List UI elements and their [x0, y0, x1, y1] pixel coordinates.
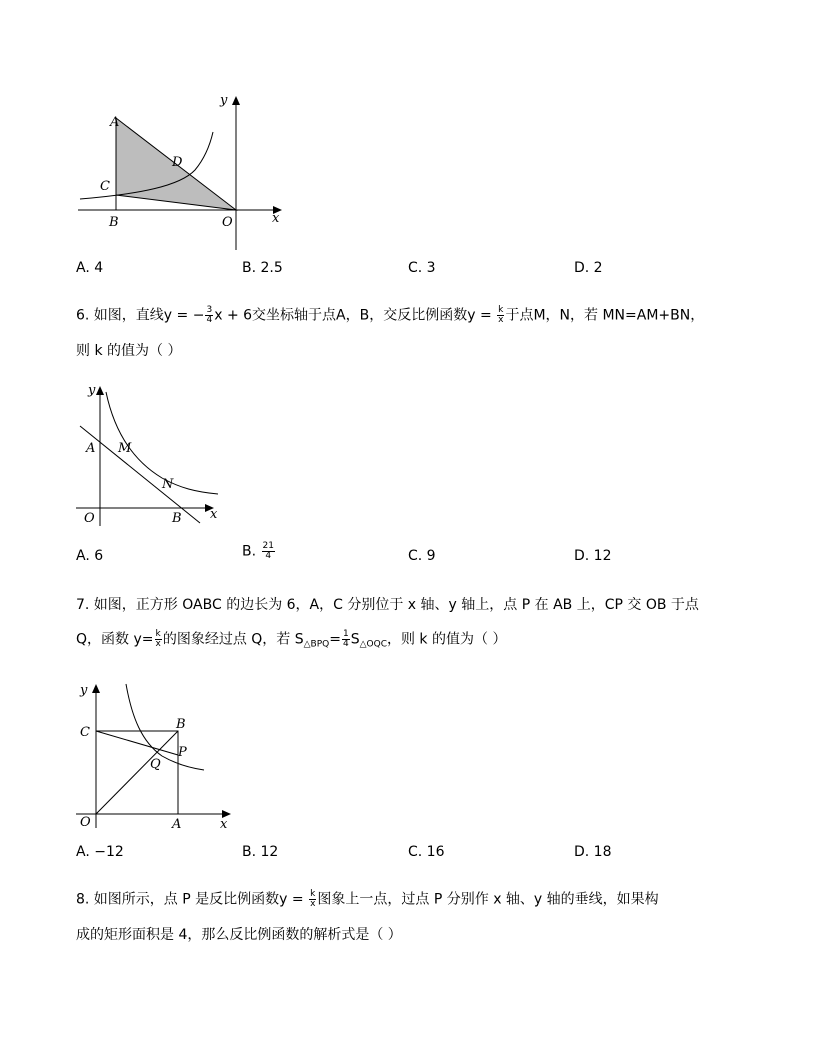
frac-num: k [310, 889, 316, 899]
frac-num: 1 [342, 629, 349, 639]
q7-stem-line1: 7. 如图，正方形 OABC 的边长为 6，A，C 分别位于 x 轴、y 轴上，点 P 在 AB 上，CP 交 OB 于点 [76, 597, 699, 613]
q8-text: 8. 如图所示，点 P 是反比例函数y = [76, 891, 309, 908]
hyperbola-curve [126, 684, 204, 770]
label-a: A [86, 441, 96, 456]
q7-option-a: A. −12 [76, 844, 124, 860]
frac-den: x [498, 315, 504, 325]
q5-option-a: A. 4 [76, 260, 104, 276]
frac-den: x [155, 639, 161, 649]
label-y: y [88, 383, 96, 398]
q6-text: 于点M，N，若 MN=AM+BN， [505, 307, 705, 324]
frac-den: 4 [265, 551, 272, 561]
q6-stem-line2: 则 k 的值为（ ） [76, 343, 182, 359]
q6-text: x + 6交坐标轴于点A，B，交反比例函数y = [214, 307, 497, 324]
q7-text: = [329, 631, 341, 648]
label-a: A [110, 115, 120, 130]
q7-fraction-quarter [342, 630, 350, 649]
label-b: B [109, 215, 119, 230]
q5-figure [70, 90, 290, 250]
q7-fraction-k [155, 630, 162, 649]
label-d: D [172, 155, 183, 170]
label-o: O [222, 215, 233, 230]
q7-subscript: △BPQ [303, 639, 330, 650]
label-o: O [80, 815, 91, 830]
q7-option-d: D. 18 [574, 844, 612, 860]
label-b: B [176, 717, 186, 732]
q6-fraction-k [497, 306, 504, 325]
y-axis-arrow-icon [92, 684, 100, 693]
q8-stem-line1 [76, 890, 659, 909]
frac-den: 4 [206, 315, 213, 325]
q7-text: ，则 k 的值为（ ） [386, 631, 507, 648]
label-y: y [80, 683, 88, 698]
label-o: O [84, 511, 95, 526]
q5-option-d: D. 2 [574, 260, 603, 276]
q7-stem-line2 [76, 630, 506, 654]
label-x: x [272, 211, 280, 226]
frac-num: k [498, 305, 504, 315]
q6-option-c: C. 9 [408, 548, 436, 564]
frac-den: x [310, 899, 316, 909]
label-b: B [172, 511, 182, 526]
q6-option-b [242, 542, 276, 561]
q6-option-b-fraction [262, 542, 275, 561]
label-x: x [220, 817, 228, 832]
q8-text: 图象上一点，过点 P 分别作 x 轴、y 轴的垂线，如果构 [317, 891, 659, 908]
frac-num: k [155, 629, 161, 639]
frac-num: 21 [262, 541, 274, 551]
q8-fraction-k [309, 890, 316, 909]
y-axis-arrow-icon [232, 96, 240, 105]
q8-stem-line2: 成的矩形面积是 4，那么反比例函数的解析式是（ ） [76, 927, 402, 943]
label-n: N [162, 477, 174, 492]
q7-text: 的图象经过点 Q，若 S [162, 631, 304, 648]
q7-subscript: △OQC [359, 639, 387, 650]
q7-text: Q，函数 y= [76, 631, 154, 648]
q6-stem-line1 [76, 306, 704, 325]
label-c: C [80, 725, 90, 740]
q7-option-c: C. 16 [408, 844, 445, 860]
q5-option-c: C. 3 [408, 260, 436, 276]
q7-option-b: B. 12 [242, 844, 279, 860]
label-c: C [100, 179, 110, 194]
label-a: A [172, 817, 182, 832]
y-axis-arrow-icon [96, 386, 104, 395]
q6-option-b-prefix: B. [242, 543, 261, 560]
q6-figure [72, 380, 232, 530]
label-m: M [118, 441, 132, 456]
q7-figure [72, 678, 242, 838]
frac-den: 4 [342, 639, 349, 649]
label-q: Q [150, 757, 161, 772]
q6-option-d: D. 12 [574, 548, 612, 564]
q6-option-a: A. 6 [76, 548, 104, 564]
q6-fraction [205, 306, 213, 325]
label-x: x [210, 507, 218, 522]
label-y: y [220, 93, 228, 108]
q6-text: 6. 如图，直线y = − [76, 307, 205, 324]
q7-text: S [350, 631, 360, 648]
frac-num: 3 [206, 305, 213, 315]
q5-option-b: B. 2.5 [242, 260, 283, 276]
label-p: P [178, 745, 187, 760]
